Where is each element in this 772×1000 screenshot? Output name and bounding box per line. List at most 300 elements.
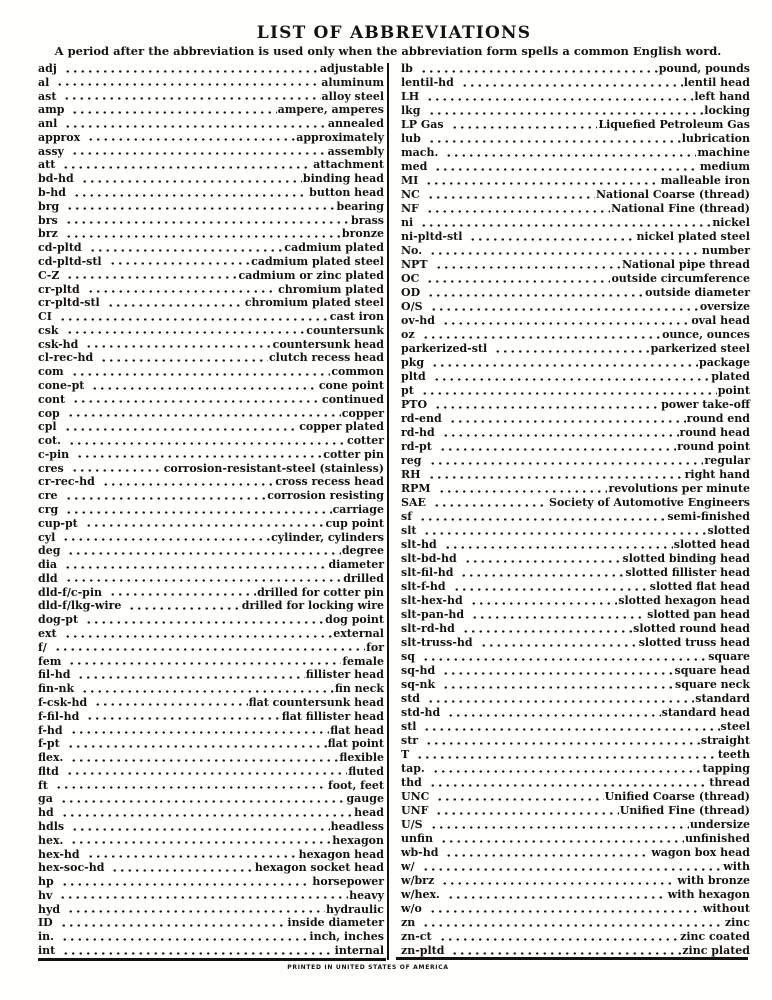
dot-leader [435, 811, 618, 815]
definition-text: standard head [661, 706, 750, 719]
abbreviation-term: hyd [38, 902, 61, 916]
definition-text: unfinished [684, 832, 750, 845]
abbreviation-row [38, 683, 384, 695]
abbreviation-row [401, 945, 750, 957]
dot-leader [426, 209, 610, 213]
dot-leader [439, 447, 676, 451]
dot-leader [70, 758, 338, 762]
abbreviation-term: SAE [401, 496, 426, 509]
dot-leader [439, 937, 680, 941]
abbreviation-row [401, 805, 750, 817]
definition-text: brass [351, 213, 384, 227]
abbreviation-term: hdls [38, 819, 65, 833]
definition-text: cast iron [329, 310, 384, 324]
abbreviation-term: rd-end [401, 412, 442, 425]
definition-text: degree [341, 544, 384, 558]
abbreviation-row [401, 917, 750, 929]
dot-leader [71, 110, 276, 114]
definition-text: headless [330, 819, 384, 833]
abbreviation-term: csk [38, 323, 59, 337]
abbreviation-term: PTO [401, 398, 428, 411]
dot-leader [94, 702, 247, 706]
dot-leader [81, 689, 334, 693]
abbreviation-row [401, 91, 750, 103]
abbreviation-row [38, 532, 384, 544]
abbreviation-term: brs [38, 213, 58, 227]
abbreviation-term: tap. [401, 762, 425, 775]
abbreviation-row [38, 118, 384, 130]
abbreviation-row [401, 735, 750, 747]
abbreviation-term: w/ [401, 860, 415, 873]
abbreviation-term: ID [38, 916, 53, 930]
definition-text: National Coarse (thread) [595, 188, 750, 201]
abbreviation-term: anl [38, 117, 58, 131]
abbreviation-term: std-hd [401, 706, 441, 719]
definition-text: binding head [302, 172, 384, 186]
definition-text: gauge [346, 792, 384, 806]
definition-text: cross recess head [275, 475, 384, 489]
abbreviation-term: w/brz [401, 874, 435, 887]
definition-text: straight [700, 734, 750, 747]
definition-text: thread [709, 776, 750, 789]
abbreviation-term: rd-hd [401, 426, 435, 439]
definition-text: undersize [689, 818, 750, 831]
left-column [38, 63, 384, 957]
dot-leader [56, 82, 320, 86]
abbreviation-row [38, 394, 384, 406]
definition-text: head [354, 806, 384, 820]
abbreviation-row [38, 917, 384, 929]
definition-text: slotted flat head [649, 580, 750, 593]
abbreviation-term: U/S [401, 818, 423, 831]
dot-leader [447, 895, 667, 899]
dot-leader [87, 854, 298, 858]
dot-leader [62, 165, 312, 169]
definition-text: semi-finished [667, 510, 750, 523]
abbreviation-row [38, 490, 384, 502]
dot-leader [422, 335, 661, 339]
definition-text: ampere, amperes [277, 103, 384, 117]
dot-leader [423, 727, 719, 731]
definition-text: cadmium plated [284, 241, 384, 255]
abbreviation-term: oz [401, 328, 415, 341]
definition-text: hexagon [332, 833, 384, 847]
dot-leader [67, 413, 341, 417]
definition-text: square [708, 650, 750, 663]
abbreviation-term: brz [38, 227, 58, 241]
dot-leader [453, 587, 649, 591]
definition-text: medium [699, 160, 750, 173]
dot-leader [460, 573, 624, 577]
abbreviation-term: std [401, 692, 420, 705]
definition-text: pound, pounds [658, 62, 750, 75]
dot-leader [428, 111, 704, 115]
abbreviation-row [401, 679, 750, 691]
abbreviation-term: OC [401, 272, 420, 285]
definition-text: countersunk head [272, 337, 384, 351]
abbreviation-term: csk-hd [38, 337, 79, 351]
abbreviation-row [401, 315, 750, 327]
definition-text: cadmium plated steel [251, 254, 384, 268]
abbreviation-row [401, 357, 750, 369]
definition-text: annealed [327, 117, 384, 131]
abbreviation-row [401, 567, 750, 579]
abbreviation-term: al [38, 75, 50, 89]
dot-leader [107, 303, 244, 307]
dot-leader [464, 559, 622, 563]
dot-leader [76, 454, 322, 458]
dot-leader [449, 419, 686, 423]
abbreviation-row [401, 217, 750, 229]
dot-leader [87, 289, 277, 293]
dot-leader [442, 671, 673, 675]
dot-leader [422, 657, 707, 661]
dot-leader [68, 441, 346, 445]
abbreviation-term: slt-pan-hd [401, 608, 465, 621]
abbreviation-row [38, 711, 384, 723]
definition-text: dog point [325, 613, 384, 627]
definition-text: nickel [712, 216, 750, 229]
definition-text: fluted [348, 764, 384, 778]
definition-text: nickel plated steel [636, 230, 750, 243]
abbreviation-row [401, 721, 750, 733]
definition-text: with bronze [677, 874, 750, 887]
dot-leader [442, 433, 679, 437]
abbreviation-term: slt [401, 524, 417, 537]
abbreviation-row [38, 435, 384, 447]
abbreviation-term: cd-pltd [38, 241, 82, 255]
abbreviation-term: pkg [401, 356, 425, 369]
abbreviation-term: cres [38, 461, 64, 475]
abbreviation-term: UNC [401, 790, 430, 803]
abbreviation-row [401, 665, 750, 677]
definition-text: cadmium or zinc plated [238, 268, 384, 282]
bottom-rule-left [38, 958, 386, 961]
abbreviation-row [38, 325, 384, 337]
abbreviation-row [401, 77, 750, 89]
dot-leader [427, 293, 644, 297]
abbreviation-row [38, 159, 384, 171]
definition-text: for [366, 640, 384, 654]
abbreviation-row [401, 651, 750, 663]
definition-text: outside circumference [611, 272, 750, 285]
printers-imprint: PRINTED IN UNITED STATES OF AMERICA [287, 964, 449, 971]
dot-leader [420, 69, 658, 73]
abbreviation-term: ft [38, 778, 48, 792]
dot-leader [71, 151, 327, 155]
definition-text: corrosion-resistant-steel (stainless) [163, 461, 384, 475]
dot-leader [89, 248, 284, 252]
abbreviation-row [38, 256, 384, 268]
abbreviation-row [38, 849, 384, 861]
definition-text: lentil head [683, 76, 750, 89]
abbreviation-row [38, 669, 384, 681]
dot-leader [64, 565, 327, 569]
abbreviation-term: b-hd [38, 186, 66, 200]
dot-leader [72, 399, 321, 403]
abbreviation-row [38, 642, 384, 654]
abbreviation-term: ni-pltd-stl [401, 230, 463, 243]
abbreviation-row [38, 573, 384, 585]
dot-leader [430, 307, 699, 311]
definition-text: oversize [699, 300, 750, 313]
abbreviation-term: RH [401, 468, 421, 481]
dot-leader [73, 193, 308, 197]
dot-leader [64, 427, 299, 431]
abbreviation-term: dog-pt [38, 613, 79, 627]
abbreviation-term: LP Gas [401, 118, 444, 131]
dot-leader [85, 344, 271, 348]
definition-text: bronze [341, 227, 384, 241]
dot-leader [445, 853, 650, 857]
dot-leader [422, 923, 724, 927]
definition-text: cotter [347, 434, 384, 448]
abbreviation-term: dld [38, 571, 58, 585]
abbreviation-row [38, 780, 384, 792]
abbreviation-row [401, 595, 750, 607]
abbreviation-term: LH [401, 90, 420, 103]
abbreviation-term: int [38, 944, 56, 957]
dot-leader [66, 771, 347, 775]
abbreviation-row [38, 270, 384, 282]
abbreviation-row [38, 297, 384, 309]
definition-text: copper [341, 406, 384, 420]
dot-leader [59, 317, 329, 321]
abbreviation-row [401, 469, 750, 481]
abbreviation-term: thd [401, 776, 422, 789]
abbreviation-row [38, 228, 384, 240]
dot-leader [431, 363, 698, 367]
abbreviation-term: cl-rec-hd [38, 351, 94, 365]
abbreviation-row [401, 455, 750, 467]
abbreviation-term: hex-soc-hd [38, 861, 105, 875]
definition-text: ounce, ounces [662, 328, 750, 341]
definition-text: slotted truss head [638, 636, 750, 649]
definition-text: slotted [707, 524, 750, 537]
abbreviation-row [38, 793, 384, 805]
bottom-rule-right [396, 957, 748, 960]
abbreviation-term: NPT [401, 258, 428, 271]
dot-leader [81, 179, 302, 183]
abbreviation-term: cd-pltd-stl [38, 254, 102, 268]
abbreviation-row [38, 890, 384, 902]
dot-leader [128, 606, 240, 610]
abbreviation-term: ni [401, 216, 414, 229]
abbreviation-row [401, 637, 750, 649]
abbreviation-row [401, 343, 750, 355]
abbreviation-term: sq-hd [401, 664, 436, 677]
definition-text: hexagon head [298, 847, 384, 861]
abbreviation-row [401, 273, 750, 285]
abbreviation-row [401, 371, 750, 383]
dot-leader [430, 825, 689, 829]
abbreviation-term: w/o [401, 902, 422, 915]
definition-text: foot, feet [328, 778, 384, 792]
dot-leader [66, 275, 237, 279]
abbreviation-row [38, 215, 384, 227]
definition-text: zinc plated [682, 944, 750, 957]
abbreviation-term: wb-hd [401, 846, 439, 859]
abbreviation-term: lb [401, 62, 413, 75]
abbreviation-row [38, 311, 384, 323]
abbreviation-row [401, 791, 750, 803]
definition-text: slotted pan head [647, 608, 750, 621]
dot-leader [62, 537, 270, 541]
definition-text: adjustable [319, 62, 384, 75]
dot-leader [426, 279, 610, 283]
abbreviation-term: cre [38, 489, 58, 503]
definition-text: Unified Coarse (thread) [604, 790, 750, 803]
abbreviation-row [38, 697, 384, 709]
abbreviation-row [401, 609, 750, 621]
abbreviation-row [401, 259, 750, 271]
abbreviation-row [401, 749, 750, 761]
abbreviation-row [401, 623, 750, 635]
definition-text: locking [704, 104, 750, 117]
dot-leader [461, 83, 683, 87]
definition-text: corrosion resisting [267, 489, 384, 503]
definition-text: common [331, 365, 384, 379]
abbreviation-row [401, 819, 750, 831]
abbreviation-term: slt-f-hd [401, 580, 446, 593]
dot-leader [62, 951, 333, 955]
definition-text: drilled [343, 571, 384, 585]
abbreviation-row [401, 539, 750, 551]
abbreviation-row [401, 63, 750, 75]
definition-text: square neck [675, 678, 750, 691]
abbreviation-term: lentil-hd [401, 76, 454, 89]
dot-leader [434, 405, 660, 409]
abbreviation-row [401, 287, 750, 299]
abbreviation-term: pltd [401, 370, 426, 383]
abbreviation-term: sq-nk [401, 678, 436, 691]
definition-text: lubrication [681, 132, 750, 145]
abbreviation-term: com [38, 365, 64, 379]
dot-leader [71, 827, 330, 831]
abbreviation-row [401, 847, 750, 859]
dot-leader [416, 755, 717, 759]
abbreviation-term: dia [38, 558, 57, 572]
dot-leader [480, 643, 638, 647]
dot-leader [438, 489, 608, 493]
definition-text: fin neck [334, 682, 384, 696]
abbreviation-term: slt-hd [401, 538, 437, 551]
dot-leader [85, 523, 325, 527]
definition-text: assembly [327, 144, 384, 158]
abbreviation-row [401, 763, 750, 775]
dot-leader [66, 330, 306, 334]
abbreviation-row [38, 752, 384, 764]
abbreviation-row [38, 807, 384, 819]
abbreviation-row [401, 553, 750, 565]
definition-text: parkerized steel [650, 342, 750, 355]
abbreviation-row [38, 600, 384, 612]
dot-leader [55, 785, 327, 789]
abbreviation-term: zn-pltd [401, 944, 445, 957]
abbreviation-row [38, 614, 384, 626]
dot-leader [65, 578, 343, 582]
abbreviation-row [401, 301, 750, 313]
dot-leader [429, 909, 702, 913]
dot-leader [111, 868, 253, 872]
abbreviation-term: lkg [401, 104, 421, 117]
dot-leader [70, 730, 330, 734]
dot-leader [64, 634, 333, 638]
abbreviation-row [401, 413, 750, 425]
dot-leader [86, 716, 280, 720]
dot-leader [451, 125, 598, 129]
definition-text: carriage [332, 503, 384, 516]
definition-text: right hand [684, 468, 750, 481]
definition-text: number [701, 244, 750, 257]
dot-leader [426, 97, 693, 101]
dot-leader [61, 882, 312, 886]
abbreviation-row [401, 203, 750, 215]
abbreviation-term: dld-f/lkg-wire [38, 599, 122, 613]
dot-leader [65, 234, 341, 238]
definition-text: countersunk [306, 323, 384, 337]
definition-text: heavy [349, 888, 384, 902]
abbreviation-row [401, 861, 750, 873]
definition-text: slotted hexagon head [618, 594, 750, 607]
dot-leader [65, 510, 331, 514]
abbreviation-term: fin-nk [38, 682, 75, 696]
dot-leader [433, 377, 711, 381]
definition-text: round end [686, 412, 750, 425]
abbreviation-term: ga [38, 792, 53, 806]
definition-text: left hand [694, 90, 750, 103]
dot-leader [469, 237, 635, 241]
definition-text: cone point [318, 378, 384, 392]
dot-leader [61, 813, 353, 817]
abbreviation-row [401, 707, 750, 719]
dot-leader [451, 951, 681, 955]
abbreviation-row [401, 161, 750, 173]
abbreviation-row [401, 175, 750, 187]
abbreviation-row [401, 189, 750, 201]
abbreviation-term: OD [401, 286, 421, 299]
definition-text: standard [695, 692, 750, 705]
dot-leader [423, 531, 706, 535]
definition-text: without [702, 902, 750, 915]
definition-text: Liquefied Petroleum Gas [598, 118, 750, 131]
dot-leader [54, 647, 365, 651]
abbreviation-row [401, 245, 750, 257]
dot-leader [444, 545, 673, 549]
abbreviation-term: parkerized-stl [401, 342, 488, 355]
definition-text: regular [704, 454, 750, 467]
abbreviation-term: fil-hd [38, 668, 71, 682]
abbreviation-row [38, 408, 384, 420]
abbreviation-term: cyl [38, 530, 56, 544]
definition-text: power take-off [661, 398, 750, 411]
abbreviation-row [38, 476, 384, 488]
abbreviation-term: hp [38, 875, 54, 889]
dot-leader [462, 629, 632, 633]
abbreviation-term: med [401, 160, 428, 173]
abbreviation-row [38, 862, 384, 874]
abbreviation-term: in. [38, 930, 55, 944]
abbreviation-term: approx [38, 130, 81, 144]
dot-leader [432, 769, 702, 773]
abbreviation-row [401, 483, 750, 495]
dot-leader [419, 517, 666, 521]
abbreviation-term: cot. [38, 434, 61, 448]
abbreviation-term: zn-ct [401, 930, 432, 943]
abbreviation-term: w/hex. [401, 888, 440, 901]
abbreviation-term: hv [38, 888, 53, 902]
definition-text: external [333, 627, 384, 641]
